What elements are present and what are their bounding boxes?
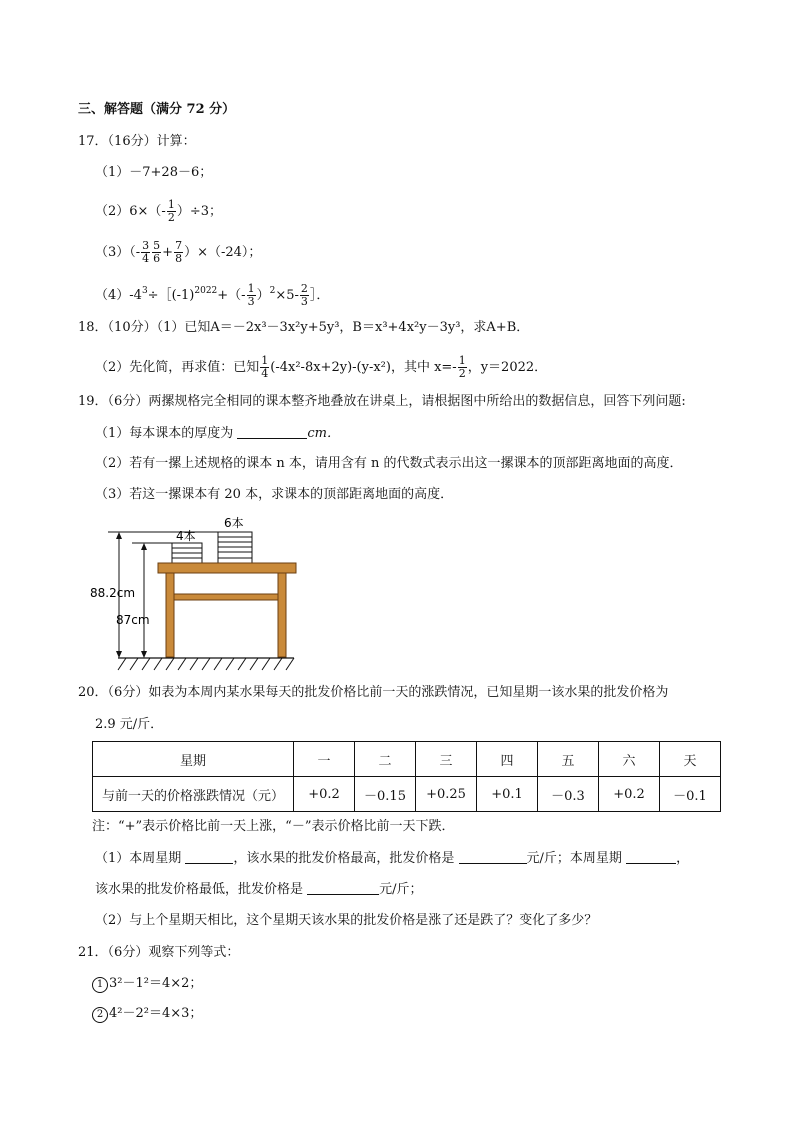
table-cell: +0.2 bbox=[294, 777, 355, 812]
answer-blank[interactable] bbox=[307, 880, 379, 895]
q20-part1-c: 元/斤；本周星期 bbox=[526, 851, 627, 866]
fraction: $\frac{1}{2}$ bbox=[167, 198, 175, 224]
answer-blank[interactable] bbox=[237, 424, 307, 439]
table-cell: 天 bbox=[660, 742, 721, 777]
q17-header: 17．（16分）计算： bbox=[78, 134, 196, 149]
arrow-head bbox=[141, 651, 147, 658]
q19-part1 bbox=[95, 424, 340, 443]
plus-sign: + bbox=[162, 245, 174, 260]
q18-part1: 18．（10分）（1）已知A＝－2x³－3x²y+5y³，B＝x³+4x²y－3y³，求A+B． bbox=[78, 320, 530, 335]
q17-part2-pre: （2）6×（- bbox=[95, 204, 166, 219]
table-cell: 二 bbox=[355, 742, 416, 777]
fraction: $\frac{1}{4}$ bbox=[261, 354, 269, 380]
q17-part3-pre: （3）（- bbox=[95, 245, 141, 260]
answer-blank[interactable] bbox=[185, 849, 233, 864]
q20-part1-line1 bbox=[95, 849, 689, 868]
arrow-head bbox=[141, 543, 147, 550]
q17-part4-mid1: ÷［(-1) bbox=[147, 288, 195, 303]
q21-eq2-text: 4²－2²＝4×3； bbox=[109, 1006, 203, 1021]
fraction: $\frac{1}{3}$ bbox=[247, 282, 255, 308]
q17-part4-post: ］． bbox=[309, 288, 330, 303]
q17-part2-post: ）÷3； bbox=[176, 204, 222, 219]
q18-part2-mid: (-4x²-8x+2y)-(y-x²)，其中 x=- bbox=[270, 360, 457, 375]
exponent: 2022 bbox=[194, 286, 218, 296]
q19-header: 19．（6分）两摞规格完全相同的课本整齐地叠放在讲桌上，请根据图中所给出的数据信息，回答下列问题: bbox=[78, 394, 686, 409]
table-cell: －0.3 bbox=[538, 777, 599, 812]
table-cell: +0.2 bbox=[599, 777, 660, 812]
table-cell: 六 bbox=[599, 742, 660, 777]
label-4-books: 4本 bbox=[176, 529, 196, 543]
table-cell: 星期 bbox=[93, 742, 294, 777]
q20-header: 20．（6分）如表为本周内某水果每天的批发价格比前一天的涨跌情况，已知星期一该水果的批发价格为 bbox=[78, 685, 669, 700]
exponent: 3 bbox=[141, 286, 148, 296]
q17-part4-mid4: ×5- bbox=[275, 288, 299, 303]
q20-part1-line2 bbox=[95, 880, 423, 899]
fraction: $\frac{3}{4}$ bbox=[142, 239, 150, 265]
table-cell: +0.25 bbox=[416, 777, 477, 812]
desk-books-figure bbox=[88, 512, 308, 674]
q18-part2 bbox=[95, 355, 547, 380]
q20-part1-a: （1）本周星期 bbox=[95, 851, 186, 866]
table-cell: 一 bbox=[294, 742, 355, 777]
circled-number: 2 bbox=[92, 1007, 108, 1023]
q17-part3 bbox=[95, 240, 261, 265]
q21-eq1 bbox=[92, 975, 202, 993]
table-row bbox=[93, 742, 721, 777]
q17-part1: （1）－7+28－6； bbox=[95, 165, 213, 180]
q19-part3: （3）若这一摞课本有 20 本，求课本的顶部距离地面的高度． bbox=[95, 487, 454, 502]
q20-part1-b: ，该水果的批发价格最高，批发价格是 bbox=[233, 851, 459, 866]
fraction: $\frac{5}{6}$ bbox=[153, 239, 161, 265]
q19-part1-post: cm． bbox=[307, 426, 341, 441]
q21-header: 21．（6分）观察下列等式： bbox=[78, 945, 240, 960]
q20-part1-d: ， bbox=[676, 851, 690, 866]
section-title: 三、解答题（满分 72 分） bbox=[78, 102, 236, 117]
q20-header2: 2.9 元/斤． bbox=[95, 717, 164, 732]
table-cell: 三 bbox=[416, 742, 477, 777]
q18-part2-pre: （2）先化简，再求值：已知 bbox=[95, 360, 260, 375]
q17-part4 bbox=[95, 283, 329, 308]
table-row bbox=[93, 777, 721, 812]
ground bbox=[118, 658, 294, 670]
price-table bbox=[92, 741, 721, 812]
book-stack-4 bbox=[172, 543, 202, 563]
circled-number: 1 bbox=[92, 977, 108, 993]
q21-eq1-text: 3²－1²＝4×2； bbox=[109, 976, 203, 991]
fraction: $\frac{7}{8}$ bbox=[175, 239, 183, 265]
desk bbox=[158, 563, 296, 657]
table-cell: －0.1 bbox=[660, 777, 721, 812]
q17-part4-mid2: +（- bbox=[217, 288, 246, 303]
q20-note: 注：“+”表示价格比前一天上涨，“－”表示价格比前一天下跌． bbox=[92, 819, 455, 834]
q19-part1-pre: （1）每本课本的厚度为 bbox=[95, 426, 238, 441]
q17-part4-mid3: ） bbox=[256, 288, 270, 303]
table-cell: 与前一天的价格涨跌情况（元） bbox=[93, 777, 294, 812]
table-cell: 四 bbox=[477, 742, 538, 777]
table-cell: +0.1 bbox=[477, 777, 538, 812]
book-stack-6 bbox=[218, 532, 252, 563]
q20-part2: （2）与上个星期天相比，这个星期天该水果的批发价格是涨了还是跌了？变化了多少？ bbox=[95, 913, 598, 928]
q17-part3-post: ）×（-24）； bbox=[184, 245, 262, 260]
q20-part1-e: 该水果的批发价格最低，批发价格是 bbox=[95, 882, 308, 897]
table-cell: －0.15 bbox=[355, 777, 416, 812]
q17-part2 bbox=[95, 199, 222, 224]
arrow-head bbox=[116, 651, 122, 658]
answer-blank[interactable] bbox=[459, 849, 527, 864]
fraction: $\frac{2}{3}$ bbox=[300, 282, 308, 308]
q21-eq2 bbox=[92, 1005, 202, 1023]
exponent: 2 bbox=[269, 286, 276, 296]
q18-part2-post: ，y＝2022． bbox=[467, 360, 548, 375]
fraction: $\frac{1}{2}$ bbox=[458, 354, 466, 380]
label-6-books: 6本 bbox=[224, 516, 244, 530]
answer-blank[interactable] bbox=[626, 849, 676, 864]
q17-part4-pre: （4）-4 bbox=[95, 288, 142, 303]
label-87cm: 87cm bbox=[116, 613, 150, 627]
label-88-2cm: 88.2cm bbox=[90, 586, 136, 600]
table-cell: 五 bbox=[538, 742, 599, 777]
q19-part2: （2）若有一摞上述规格的课本 n 本，请用含有 n 的代数式表示出这一摞课本的顶部距离地面的高度． bbox=[95, 456, 683, 471]
q20-part1-f: 元/斤； bbox=[379, 882, 423, 897]
arrow-head bbox=[116, 532, 122, 539]
